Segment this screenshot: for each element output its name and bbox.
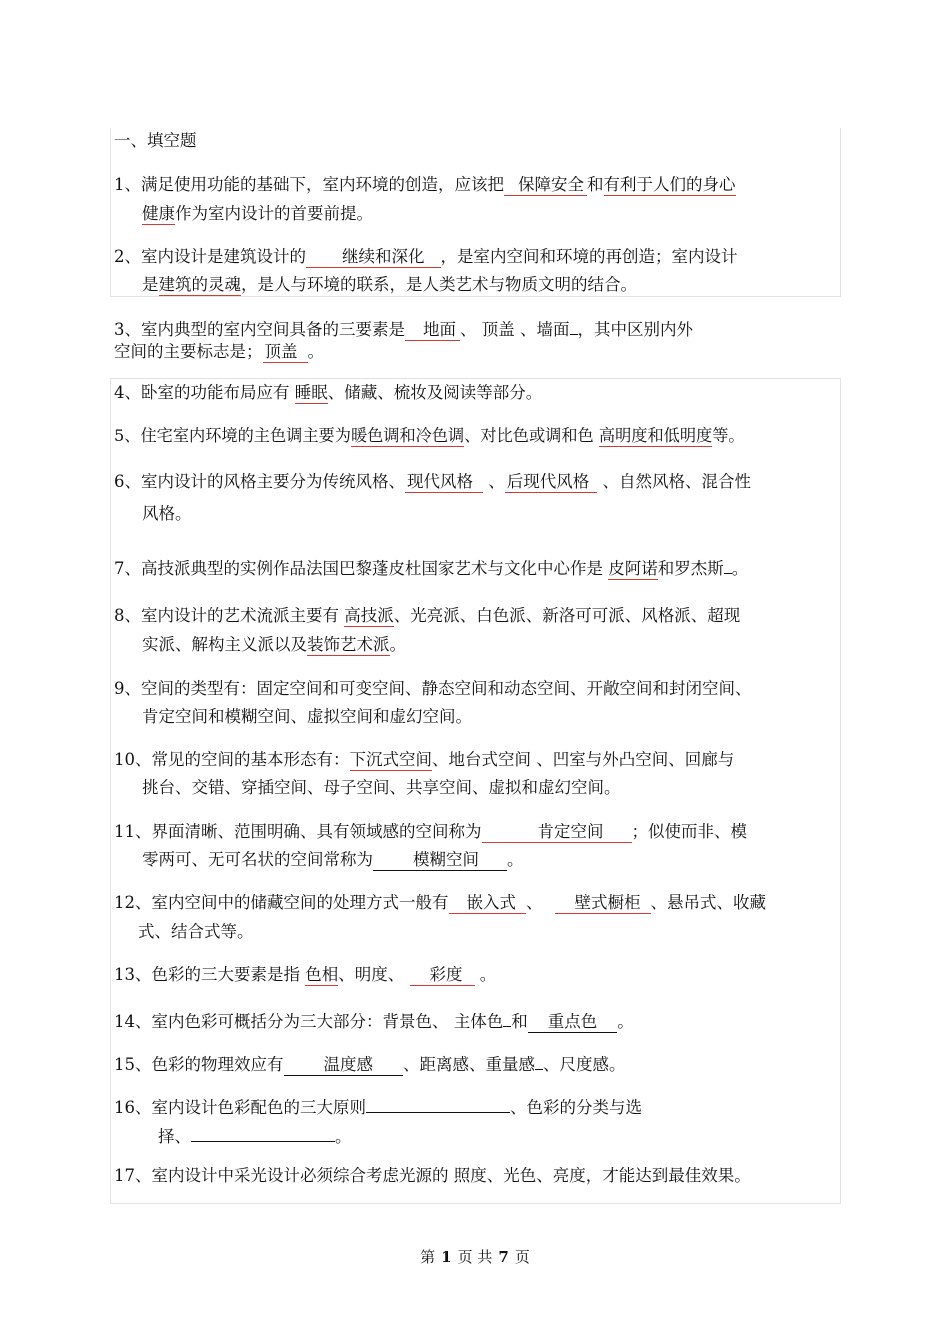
answer-blank: 继续和深化: [306, 247, 441, 268]
answer-text: 睡眠: [294, 383, 328, 402]
question-8-line-1: 8、室内设计的艺术流派主要有 高技派、光亮派、白色派、新洛可可派、风格派、超现: [114, 606, 741, 625]
page-total: 7: [498, 1248, 509, 1266]
answer-blank: 重点色: [528, 1012, 618, 1033]
question-16-line-1: 16、室内设计色彩配色的三大原则 、色彩的分类与选: [114, 1094, 642, 1118]
answer-blank: 模糊空间: [373, 850, 507, 871]
question-3-line-1: 3、室内典型的室内空间具备的三要素是 地面 、 顶盖 、墙面 ，其中区别内外: [114, 316, 693, 341]
answer-blank: 保障安全: [504, 175, 587, 196]
answer-blank: 肯定空间: [482, 822, 632, 843]
question-7: 7、高技派典型的实例作品法国巴黎蓬皮杜国家艺术与文化中心作是 皮阿诺和罗杰斯 。: [114, 555, 748, 580]
question-10-line-1: 10、常见的空间的基本形态有：下沉式空间、地台式空间 、凹室与外凸空间、回廊与: [114, 750, 735, 769]
page-number: 1: [441, 1248, 452, 1266]
answer-text: 装饰艺术派: [307, 635, 390, 654]
question-6-line-1: 6、室内设计的风格主要分为传统风格、 现代风格 、 后现代风格 、自然风格、混合性: [114, 472, 751, 491]
question-3-line-2: 空间的主要标志是； 顶盖 。: [114, 342, 324, 361]
answer-text: 高技派: [344, 606, 394, 625]
answer-blank: 地面: [405, 320, 460, 341]
question-8-line-2: 实派、解构主义派以及装饰艺术派。: [142, 635, 406, 654]
question-12-line-2: 式、结合式等。: [138, 922, 254, 941]
answer-blank: 嵌入式: [449, 893, 527, 914]
question-2-line-1: 2、室内设计是建筑设计的 继续和深化 ，是室内空间和环境的再创造；室内设计: [114, 247, 738, 266]
answer-text: 暖色调和冷色调: [350, 426, 465, 445]
answer-blank: 顶盖: [263, 342, 308, 363]
answer-text: 皮阿诺: [608, 559, 658, 578]
question-9-line-2: 肯定空间和模糊空间、虚拟空间和虚幻空间。: [142, 707, 472, 726]
question-1-line-2: 健康作为室内设计的首要前提。: [142, 204, 373, 223]
answer-text: 色相: [305, 965, 339, 984]
answer-blank: 壁式橱柜: [555, 893, 651, 914]
question-12-line-1: 12、室内空间中的储藏空间的处理方式一般有 嵌入式 、 壁式橱柜 、悬吊式、收藏: [114, 893, 766, 912]
answer-text: 健康: [142, 204, 175, 223]
answer-blank: 后现代风格: [505, 472, 598, 493]
answer-blank: 彩度: [410, 965, 475, 986]
question-14: 14、室内色彩可概括分为三大部分：背景色、 主体色 和 重点色 。: [114, 1008, 634, 1033]
question-16-line-2: 择、 。: [158, 1123, 352, 1147]
question-11-line-1: 11、界面清晰、范围明确、具有领域感的空间称为 肯定空间 ；似使而非、模: [114, 822, 747, 841]
answer-text: 有利于人们的身心: [603, 175, 736, 194]
question-2-line-2: 是建筑的灵魂，是人与环境的联系，是人类艺术与物质文明的结合。: [142, 275, 637, 294]
answer-blank: 温度感: [284, 1055, 404, 1076]
question-15: 15、色彩的物理效应有 温度感 、距离感、重量感 、尺度感。: [114, 1051, 626, 1076]
question-10-line-2: 挑台、交错、穿插空间、母子空间、共享空间、虚拟和虚幻空间。: [142, 778, 621, 797]
empty-blank: [191, 1123, 335, 1142]
question-17: 17、室内设计中采光设计必须综合考虑光源的 照度、光色、亮度，才能达到最佳效果。: [114, 1166, 751, 1185]
answer-text: 高明度和低明度: [598, 426, 713, 445]
question-9-line-1: 9、空间的类型有：固定空间和可变空间、静态空间和动态空间、开敞空间和封闭空间、: [114, 679, 752, 698]
question-11-line-2: 零两可、无可名状的空间常称为 模糊空间 。: [142, 850, 524, 869]
section-heading: 一、填空题: [114, 131, 197, 150]
answer-blank: 现代风格: [405, 472, 483, 493]
question-1-line-1: 1、满足使用功能的基础下，室内环境的创造，应该把 保障安全 和有利于人们的身心: [114, 175, 736, 194]
answer-blank: 下沉式空间: [349, 750, 432, 769]
answer-text: 建筑的灵魂: [158, 275, 241, 294]
page-footer: 第 1 页 共 7 页: [420, 1248, 530, 1266]
question-5: 5、住宅室内环境的主色调主要为暖色调和冷色调、对比色或调和色 高明度和低明度等。: [114, 426, 745, 445]
question-13: 13、色彩的三大要素是指 色相、明度、 彩度 。: [114, 965, 497, 984]
question-6-line-2: 风格。: [142, 504, 192, 523]
empty-blank: [366, 1094, 510, 1113]
question-4: 4、卧室的功能布局应有 睡眠、储藏、梳妆及阅读等部分。: [114, 383, 543, 402]
